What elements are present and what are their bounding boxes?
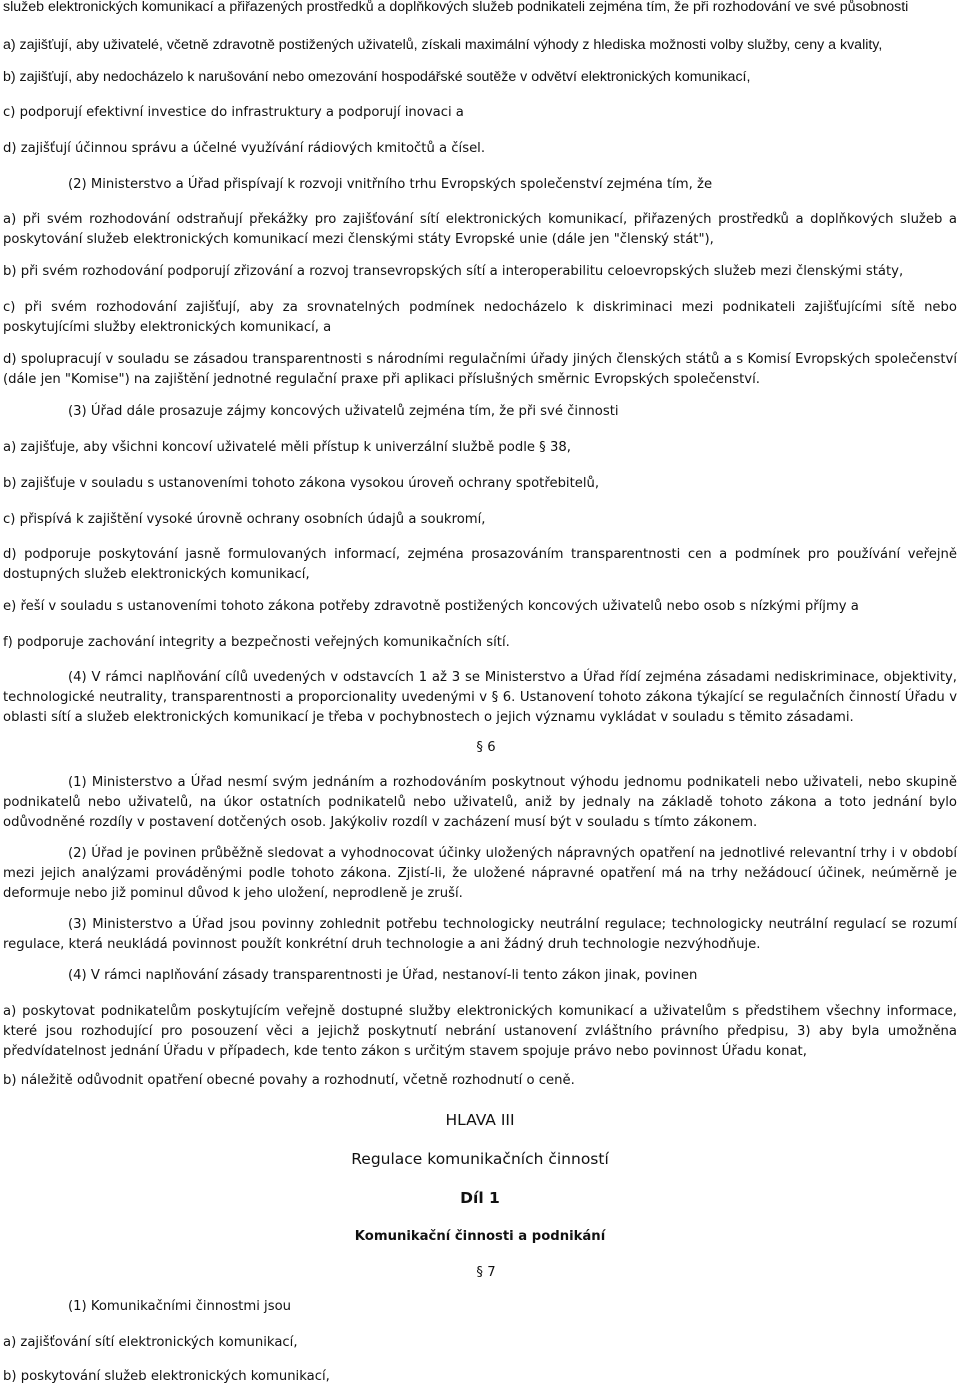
list-item: a) zajišťování sítí elektronických komunikací, (3, 1335, 298, 1350)
part-heading: Díl 1 (460, 1189, 500, 1207)
list-item: b) náležitě odůvodnit opatření obecné povahy a rozhodnutí, včetně rozhodnutí o ceně. (3, 1073, 575, 1088)
chapter-heading: HLAVA III (445, 1111, 515, 1129)
list-item: c) při svém rozhodování zajišťují, aby za srovnatelných podmínek nedocházelo k diskriminaci mezi podnikateli zajišťujícími sítě nebo poskytujícími služby elektronických komunikací, a (3, 300, 957, 335)
paragraph: (4) V rámci naplňování zásady transparentnosti je Úřad, nestanoví-li tento zákon jinak, povinen (68, 968, 698, 983)
chapter-title: Regulace komunikačních činností (351, 1150, 609, 1168)
list-item: b) zajišťují, aby nedocházelo k narušování nebo omezování hospodářské soutěže v odvětví elektronických komunikací, (3, 69, 751, 85)
list-item: b) poskytování služeb elektronických komunikací, (3, 1369, 330, 1384)
list-item: f) podporuje zachování integrity a bezpečnosti veřejných komunikačních sítí. (3, 635, 510, 650)
paragraph: (1) Ministerstvo a Úřad nesmí svým jednáním a rozhodováním poskytnout výhodu jednomu podnikateli nebo uživateli, nebo skupině podnikatelů nebo uživatelů, na úkor ostatních podnikatelů nebo uživatelů, aniž by jednaly na základě tohoto zákona a toto jednání bylo odůvodněné rozdíly v postavení dotčených osob. Jakýkoliv rozdíl v zacházení musí být v souladu s tímto zákonem. (3, 775, 957, 830)
paragraph: (3) Úřad dále prosazuje zájmy koncových uživatelů zejména tím, že při své činnosti (68, 404, 619, 419)
paragraph: (1) Komunikačními činnostmi jsou (68, 1299, 292, 1314)
section-heading: § 7 (476, 1265, 496, 1280)
section-heading: § 6 (476, 740, 496, 755)
list-item: b) zajišťuje v souladu s ustanoveními tohoto zákona vysokou úroveň ochrany spotřebitelů, (3, 476, 600, 491)
list-item: d) spolupracují v souladu se zásadou transparentnosti s národními regulačními úřady jiných členských států a s Komisí Evropských společenství (dále jen "Komise") na zajištění jednotné regulační praxe při aplikaci příslušných směrnic Evropských společenství. (3, 352, 957, 387)
paragraph: (3) Ministerstvo a Úřad jsou povinny zohlednit potřebu technologicky neutrální regulace; technologicky neutrální regulací se rozumí regulace, která neukládá povinnost použít konkrétní druh technologie a ani žádný druh technologie nezvýhodňuje. (3, 917, 957, 952)
list-item: a) zajišťuje, aby všichni koncoví uživatelé měli přístup k univerzální službě podle § 38, (3, 440, 571, 455)
list-item: a) zajišťují, aby uživatelé, včetně zdravotně postižených uživatelů, získali maximální výhody z hlediska možnosti volby služby, ceny a kvality, (3, 37, 883, 53)
list-item: c) přispívá k zajištění vysoké úrovně ochrany osobních údajů a soukromí, (3, 512, 486, 527)
paragraph: (4) V rámci naplňování cílů uvedených v odstavcích 1 až 3 se Ministerstvo a Úřad řídí zejména zásadami nediskriminace, objektivity, technologické neutrality, transparentnosti a proporcionality uvedenými v § 6. Ustanovení tohoto zákona týkající se regulačních činností Úřadu v oblasti sítí a služeb elektronických komunikací je třeba v pochybnostech o jejich významu vykládat v souladu s těmito zásadami. (3, 670, 957, 725)
list-item: c) podporují efektivní investice do infrastruktury a podporují inovaci a (3, 105, 464, 120)
paragraph: služeb elektronických komunikací a přiřazených prostředků a doplňkových služeb podnikateli zejména tím, že při rozhodování ve své působnosti (3, 0, 909, 15)
part-title: Komunikační činnosti a podnikání (354, 1229, 606, 1244)
paragraph: (2) Úřad je povinen průběžně sledovat a vyhodnocovat účinky uložených nápravných opatření na jednotlivé relevantní trhy i v období mezi jejich analýzami prováděnými podle tohoto zákona. Zjistí-li, že uložené nápravné opatření má na trhy nežádoucí účinek, neúměrně je deformuje nebo již pominul důvod k jeho uložení, neprodleně je zruší. (3, 846, 957, 901)
list-item: e) řeší v souladu s ustanoveními tohoto zákona potřeby zdravotně postižených koncových uživatelů nebo osob s nízkými příjmy a (3, 599, 859, 614)
list-item: d) podporuje poskytování jasně formulovaných informací, zejména prosazováním transparentnosti cen a podmínek pro používání veřejně dostupných služeb elektronických komunikací, (3, 547, 957, 582)
list-item: d) zajišťují účinnou správu a účelné využívání rádiových kmitočtů a čísel. (3, 141, 486, 156)
paragraph: (2) Ministerstvo a Úřad přispívají k rozvoji vnitřního trhu Evropských společenství zejména tím, že (68, 177, 713, 192)
list-item: b) při svém rozhodování podporují zřizování a rozvoj transevropských sítí a interoperabilitu celoevropských služeb mezi členskými státy, (3, 264, 904, 279)
list-item: a) při svém rozhodování odstraňují překážky pro zajišťování sítí elektronických komunikací, přiřazených prostředků a doplňkových služeb a poskytování služeb elektronických komunikací mezi členskými státy Evropské unie (dále jen "členský stát"), (3, 212, 957, 247)
list-item: a) poskytovat podnikatelům poskytujícím veřejně dostupné služby elektronických komunikací a uživatelům s předstihem všechny informace, které jsou rozhodující pro posouzení věci a jejichž poskytnutí nebrání ustanovení zvláštního právního předpisu, 3) aby byla umožněna předvídatelnost jednání Úřadu v případech, kde tento zákon s určitým stavem spojuje právo nebo povinnost Úřadu konat, (3, 1004, 957, 1059)
